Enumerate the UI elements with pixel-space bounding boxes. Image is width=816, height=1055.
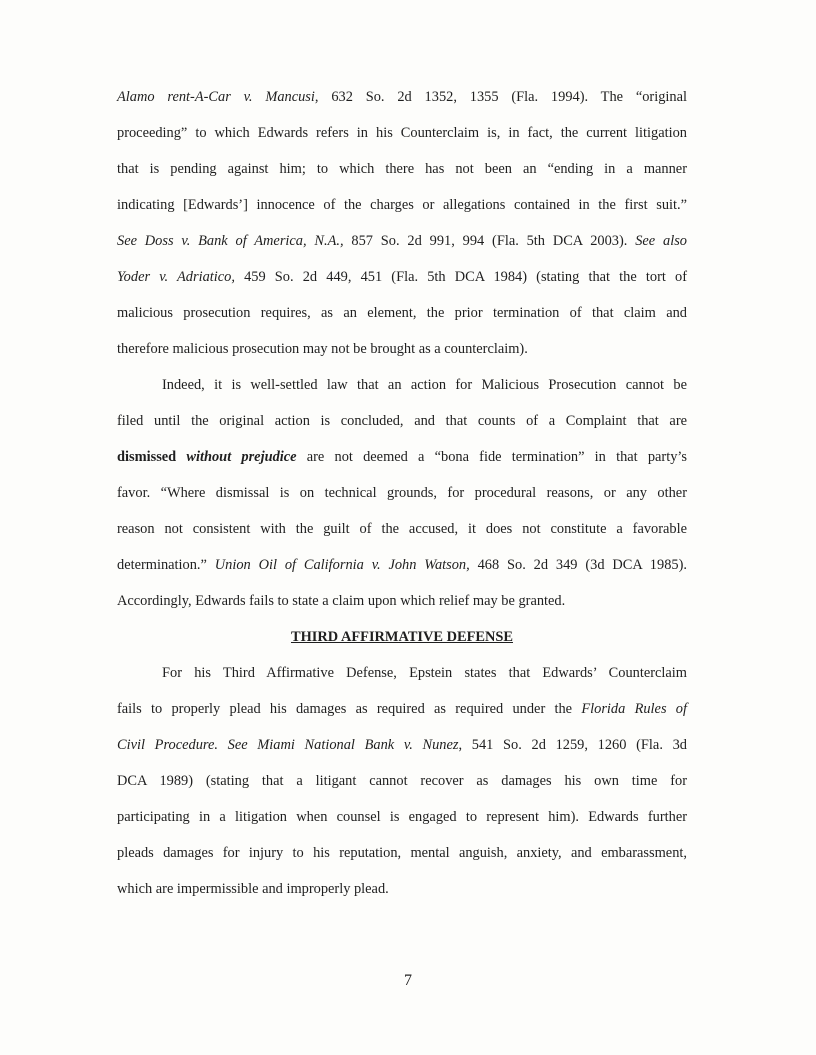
text-run: proceeding” to which Edwards refers in his Counterclaim is, in fact, the current litigation: [117, 125, 687, 141]
text-run: , 632 So. 2d 1352, 1355 (Fla. 1994). The “original: [314, 89, 687, 105]
text-line: [117, 511, 687, 547]
text-run: are not deemed a “bona fide termination” in that party’s: [296, 449, 688, 465]
text-run: that is pending against him; to which there has not been an “ending in a manner: [117, 161, 687, 177]
text-run: DCA 1989) (stating that a litigant cannot recover as damages his own time for: [117, 773, 687, 789]
text-run: dismissed: [117, 449, 187, 465]
text-run: which are impermissible and improperly plead.: [117, 881, 389, 897]
text-run: , 541 So. 2d 1259, 1260 (Fla. 3d: [458, 737, 688, 753]
text-run: participating in a litigation when counsel is engaged to represent him). Edwards further: [117, 809, 687, 825]
text-line: [117, 367, 687, 403]
text-line: [117, 799, 687, 835]
text-line: [117, 727, 687, 763]
text-line: [117, 403, 687, 439]
text-line: [117, 115, 687, 151]
text-run: therefore malicious prosecution may not be brought as a counterclaim).: [117, 341, 528, 357]
text-run: See Doss v. Bank of America, N.A.,: [117, 233, 344, 249]
text-line: [117, 871, 687, 907]
text-line: [117, 259, 687, 295]
text-line: [117, 763, 687, 799]
text-run: Indeed, it is well-settled law that an action for Malicious Prosecution cannot be: [162, 377, 687, 393]
page-number: 7: [404, 972, 412, 989]
text-line: [117, 151, 687, 187]
text-run: Yoder v. Adriatico,: [117, 269, 235, 285]
text-run: 459 So. 2d 449, 451 (Fla. 5th DCA 1984) (stating that the tort of: [234, 269, 687, 285]
text-line: [117, 187, 687, 223]
text-line: [117, 691, 687, 727]
text-run: Civil Procedure. See Miami National Bank v. Nunez: [117, 737, 459, 753]
text-line: [117, 79, 687, 115]
text-line: [117, 655, 687, 691]
text-run: fails to properly plead his damages as required as required under the: [117, 701, 582, 717]
text-run: Alamo rent-A-Car v. Mancusi: [117, 89, 315, 105]
text-run: 857 So. 2d 991, 994 (Fla. 5th DCA 2003).: [343, 233, 636, 249]
text-line: [117, 475, 687, 511]
text-run: reason not consistent with the guilt of the accused, it does not constitute a favorable: [117, 521, 687, 537]
text-run: filed until the original action is concluded, and that counts of a Complaint that are: [117, 413, 687, 429]
text-run: pleads damages for injury to his reputation, mental anguish, anxiety, and embarassment,: [117, 845, 687, 861]
text-line: [117, 547, 687, 583]
text-run: favor. “Where dismissal is on technical grounds, for procedural reasons, or any other: [117, 485, 687, 501]
text-line: [117, 331, 687, 367]
text-line: [117, 835, 687, 871]
text-run: Union Oil of California v. John Watson,: [214, 557, 470, 573]
text-run: without prejudice: [186, 449, 297, 465]
text-line: [117, 583, 687, 619]
document-page: [117, 79, 687, 907]
paragraph-1: [117, 79, 687, 367]
text-run: indicating [Edwards’] innocence of the charges or allegations contained in the first suit.”: [117, 197, 687, 213]
text-run: For his Third Affirmative Defense, Epstein states that Edwards’ Counterclaim: [162, 665, 687, 681]
text-run: Accordingly, Edwards fails to state a claim upon which relief may be granted.: [117, 593, 566, 609]
text-run: See also: [635, 233, 687, 249]
text-run: malicious prosecution requires, as an element, the prior termination of that claim and: [117, 305, 687, 321]
text-line: [117, 223, 687, 259]
text-line: [117, 295, 687, 331]
text-run: determination.”: [117, 557, 215, 573]
text-line: [117, 439, 687, 475]
paragraph-2: [117, 367, 687, 619]
section-heading: THIRD AFFIRMATIVE DEFENSE: [290, 629, 513, 645]
text-run: 468 So. 2d 349 (3d DCA 1985).: [469, 557, 687, 573]
text-run: Florida Rules of: [581, 701, 687, 717]
paragraph-3: [117, 655, 687, 907]
